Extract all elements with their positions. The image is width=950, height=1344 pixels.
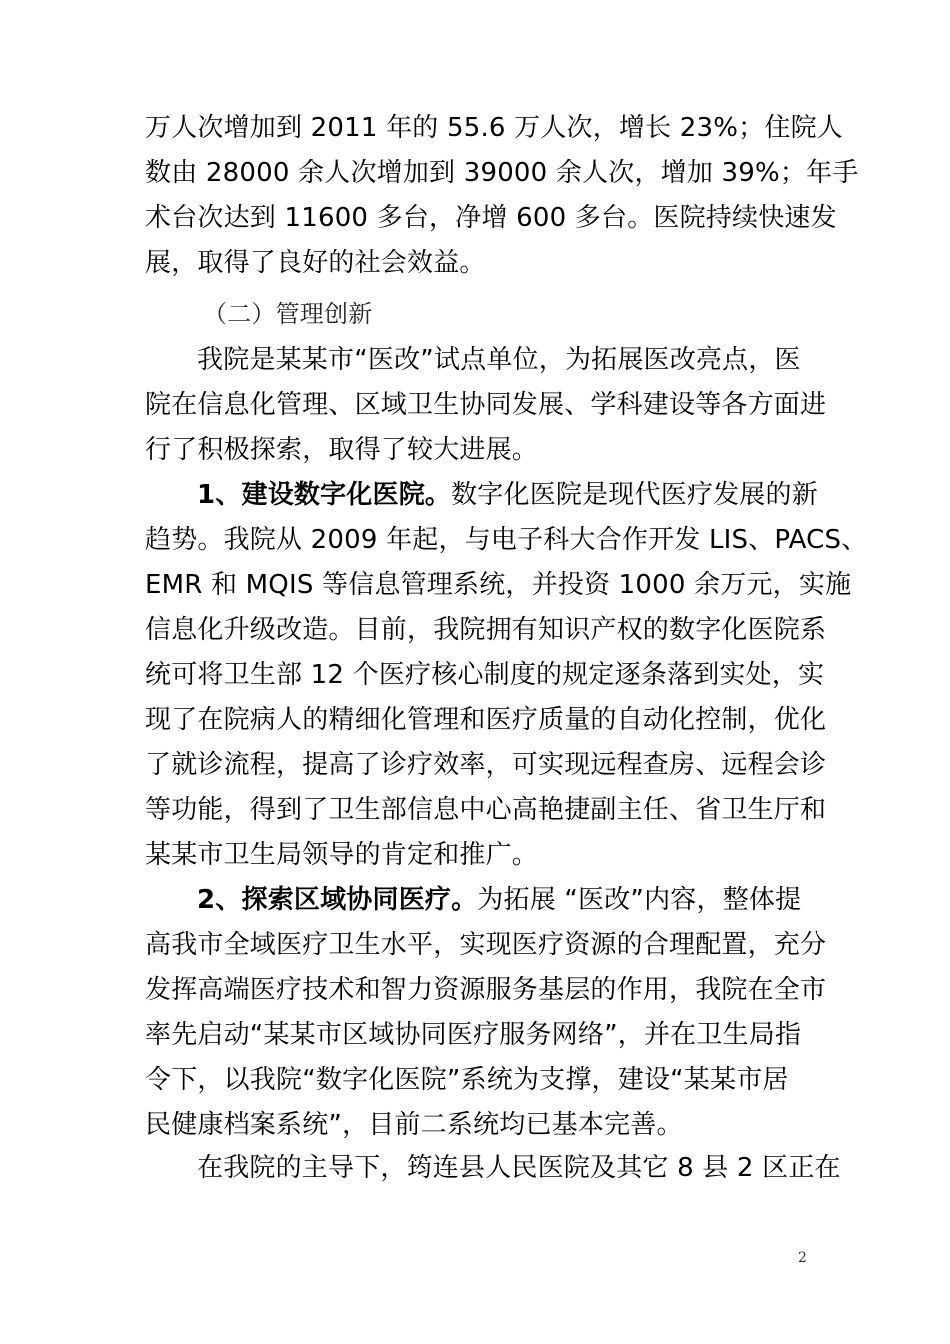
paragraph-line: 发挥高端医疗技术和智力资源服务基层的作用，我院在全市	[145, 975, 827, 1005]
section-heading: （二）管理创新	[203, 300, 373, 328]
paragraph-line: 等功能，得到了卫生部信息中心高艳捷副主任、省卫生厅和	[145, 795, 827, 825]
paragraph-line: 我院是某某市“医改”试点单位，为拓展医改亮点，医	[197, 345, 801, 375]
paragraph-line: 院在信息化管理、区域卫生协同发展、学科建设等各方面进	[145, 390, 827, 420]
paragraph-line: 趋势。我院从 2009 年起，与电子科大合作开发 LIS、PACS、	[145, 525, 868, 555]
page-number: 2	[798, 1250, 807, 1266]
paragraph-text: 数字化医院是现代医疗发展的新	[451, 480, 818, 510]
paragraph-first-line	[197, 878, 801, 922]
paragraph-line: 展，取得了良好的社会效益。	[145, 248, 486, 278]
paragraph-text: 为拓展 “医改”内容，整体提	[477, 885, 802, 915]
paragraph-line: 信息化升级改造。目前，我院拥有知识产权的数字化医院系	[145, 615, 827, 645]
paragraph-line: 在我院的主导下，筠连县人民医院及其它 8 县 2 区正在	[197, 1153, 841, 1183]
paragraph-line: 民健康档案系统”，目前二系统均已基本完善。	[145, 1110, 683, 1140]
paragraph-line: 某某市卫生局领导的肯定和推广。	[145, 840, 539, 870]
paragraph-line: 术台次达到 11600 多台，净增 600 多台。医院持续快速发	[145, 203, 837, 233]
paragraph-line: 现了在院病人的精细化管理和医疗质量的自动化控制，优化	[145, 705, 827, 735]
paragraph-line: EMR 和 MQIS 等信息管理系统，并投资 1000 余万元，实施	[145, 570, 852, 600]
paragraph-line: 率先启动“某某市区域协同医疗服务网络”，并在卫生局指	[145, 1020, 802, 1050]
paragraph-line: 高我市全域医疗卫生水平，实现医疗资源的合理配置，充分	[145, 930, 827, 960]
paragraph-line: 令下，以我院“数字化医院”系统为支撑，建设“某某市居	[145, 1065, 789, 1095]
paragraph-first-line	[197, 473, 818, 517]
paragraph-heading: 1、建设数字化医院。	[197, 480, 452, 510]
paragraph-line: 万人次增加到 2011 年的 55.6 万人次，增长 23%；住院人	[145, 113, 843, 143]
paragraph-line: 统可将卫生部 12 个医疗核心制度的规定逐条落到实处，实	[145, 660, 825, 690]
paragraph-line: 了就诊流程，提高了诊疗效率，可实现远程查房、远程会诊	[145, 750, 827, 780]
paragraph-heading: 2、探索区域协同医疗。	[197, 885, 478, 915]
paragraph-line: 数由 28000 余人次增加到 39000 余人次，增加 39%；年手	[145, 158, 859, 188]
paragraph-line: 行了积极探索，取得了较大进展。	[145, 435, 539, 465]
